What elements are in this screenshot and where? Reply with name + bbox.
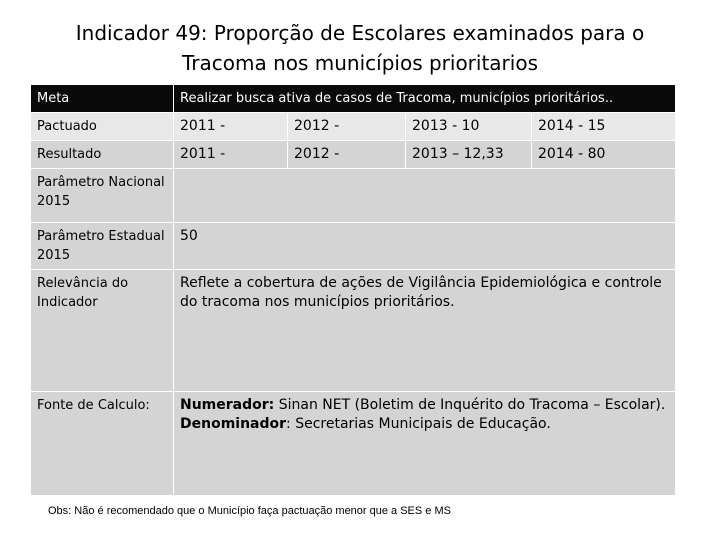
pactuado-label: Pactuado	[31, 113, 174, 141]
resultado-2013: 2013 – 12,33	[406, 141, 532, 169]
parametro-estadual-value: 50	[174, 223, 676, 270]
relevancia-row	[31, 270, 676, 392]
resultado-label: Resultado	[31, 141, 174, 169]
pactuado-2011: 2011 -	[174, 113, 288, 141]
resultado-2012: 2012 -	[288, 141, 406, 169]
numerador-text: Sinan NET (Boletim de Inquérito do Tracoma – Escolar).	[274, 397, 666, 413]
pactuado-row	[31, 113, 676, 141]
fonte-label: Fonte de Calculo:	[31, 392, 174, 496]
relevancia-label: Relevância do Indicador	[31, 270, 174, 392]
pactuado-2012: 2012 -	[288, 113, 406, 141]
indicator-table	[30, 84, 676, 496]
numerador-label: Numerador:	[180, 397, 275, 413]
title-line-1: Indicador 49: Proporção de Escolares examinados para o	[75, 21, 645, 45]
parametro-nacional-row	[31, 169, 676, 223]
relevancia-value: Reflete a cobertura de ações de Vigilância Epidemiológica e controle do tracoma nos municípios prioritários.	[174, 270, 676, 392]
parametro-nacional-label: Parâmetro Nacional 2015	[31, 169, 174, 223]
title-line-2: Tracoma nos municípios prioritarios	[181, 51, 538, 75]
fonte-value	[174, 392, 676, 496]
resultado-2011: 2011 -	[174, 141, 288, 169]
pactuado-2014: 2014 - 15	[532, 113, 676, 141]
denominador-label: Denominador	[180, 416, 287, 432]
denominador-text: : Secretarias Municipais de Educação.	[286, 416, 551, 432]
parametro-nacional-value	[174, 169, 676, 223]
resultado-2014: 2014 - 80	[532, 141, 676, 169]
pactuado-2013: 2013 - 10	[406, 113, 532, 141]
meta-row	[31, 85, 676, 113]
meta-value: Realizar busca ativa de casos de Tracoma, municípios prioritários..	[174, 85, 676, 113]
page-title	[0, 18, 720, 78]
obs-note: Obs: Não é recomendado que o Município faça pactuação menor que a SES e MS	[48, 505, 451, 517]
resultado-row	[31, 141, 676, 169]
parametro-estadual-row	[31, 223, 676, 270]
parametro-estadual-label: Parâmetro Estadual 2015	[31, 223, 174, 270]
fonte-row	[31, 392, 676, 496]
meta-label: Meta	[31, 85, 174, 113]
